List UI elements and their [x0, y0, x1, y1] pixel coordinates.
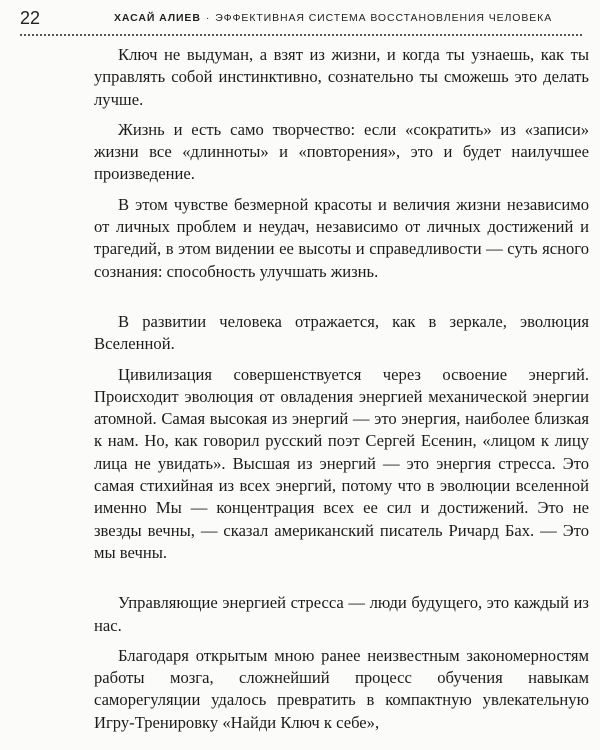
paragraph-3: В этом чувстве безмерной красоты и величия жизни независимо от личных проблем и неудач, независимо от личных достижений и трагедий, в этом видении ее высоты и справедливости — суть ясного сознания: способность улучшать жизнь. — [94, 194, 589, 281]
section-gap — [94, 572, 589, 592]
page-header — [20, 6, 585, 30]
header-dotted-rule — [20, 34, 582, 36]
running-head — [114, 12, 552, 24]
paragraph-6: Управляющие энергией стресса — люди будущего, это каждый из нас. — [94, 593, 589, 635]
paragraph-4: В развитии человека отражается, как в зеркале, эволюция Вселенной. — [94, 311, 589, 354]
paragraph-2: Жизнь и есть само творчество: если «сократить» из «записи» жизни все «длинноты» и «повторения», это и будет наилучшее произведение. — [94, 119, 589, 184]
body-text — [94, 44, 589, 742]
book-title: ЭФФЕКТИВНАЯ СИСТЕМА ВОССТАНОВЛЕНИЯ ЧЕЛОВЕКА — [215, 12, 553, 24]
header-separator: · — [205, 12, 211, 24]
section-gap — [94, 291, 589, 311]
paragraph-5: Цивилизация совершенствуется через освоение энергий. Происходит эволюция от овладения энергией механической энергии атомной. Самая высокая из энергий — это энергия, наиболее близкая к нам. Но, как говорил русский поэт Сергей Есенин, «лицом к лицу лица не увидать». Высшая из энергий — это энергия стресса. Это самая стихийная из всех энергий, потому что в эволюции вселенной именно Мы — концентрация всех ее сил и достижений. Это не звезды вечны, — сказал американский писатель Ричард Бах. — Это мы вечны. — [94, 364, 589, 562]
author-name: ХАСАЙ АЛИЕВ — [114, 12, 201, 24]
paragraph-7: Благодаря открытым мною ранее неизвестным закономерностям работы мозга, сложнейший процесс обучения навыкам саморегуляции удалось превратить в компактную увлекательную Игру-Тренировку «Найди Ключ к себе», — [94, 645, 589, 732]
paragraph-1: Ключ не выдуман, а взят из жизни, и когда ты узнаешь, как ты управлять собой инстинктивно, сознательно ты сможешь это делать лучше. — [94, 45, 589, 109]
page-number: 22 — [20, 7, 41, 28]
